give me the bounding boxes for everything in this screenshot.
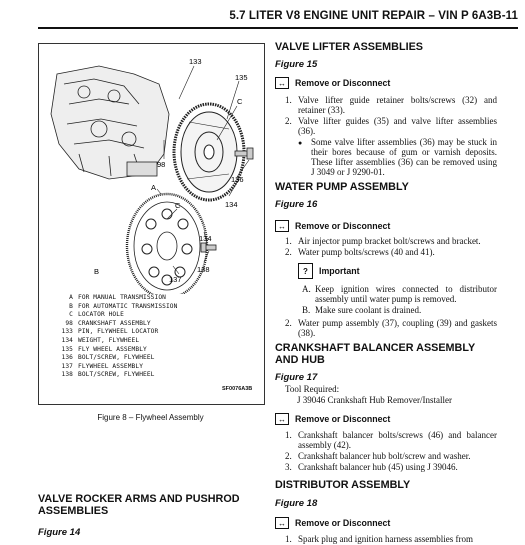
- figure-8-box: [38, 43, 265, 405]
- list-item: 2. Crankshaft balancer hub bolt/screw and washer.: [285, 451, 471, 461]
- legend-row: 135 FLY WHEEL ASSEMBLY: [61, 345, 147, 353]
- callout-133: 133: [189, 57, 202, 66]
- section-title-valve-lifter: VALVE LIFTER ASSEMBLIES: [275, 41, 423, 53]
- bullet-note: ● Some valve lifter assemblies (36) may be stuck in their bores because of gum or varnish deposits. These lifter assemblies (36) can be removed using J 3049 or J 9290-01.: [298, 137, 497, 177]
- important-callout: ? Important: [298, 263, 360, 279]
- section-title-distributor: DISTRIBUTOR ASSEMBLY: [275, 479, 411, 491]
- distributor-steps: [285, 534, 497, 545]
- section-title-water-pump: WATER PUMP ASSEMBLY: [275, 181, 409, 193]
- remove-disconnect-callout: ↔ Remove or Disconnect: [275, 77, 390, 89]
- legend-row: C LOCATOR HOLE: [69, 311, 124, 319]
- list-item: 1. Spark plug and ignition harness assemblies from: [285, 534, 473, 544]
- legend-row: 133 PIN, FLYWHEEL LOCATOR: [61, 328, 159, 336]
- legend-row: B FOR AUTOMATIC TRANSMISSION: [69, 302, 178, 310]
- legend-row: 134 WEIGHT, FLYWHEEL: [61, 336, 140, 344]
- page-header: 5.7 LITER V8 ENGINE UNIT REPAIR – VIN P 6A3B-11: [229, 10, 518, 22]
- section-title-crank-balancer: CRANKSHAFT BALANCER ASSEMBLY AND HUB: [275, 342, 475, 366]
- water-pump-steps: [285, 236, 497, 258]
- tool-required-label: Tool Required:: [285, 384, 340, 394]
- list-item: B. Make sure coolant is drained.: [302, 305, 422, 315]
- figure-caption: Figure 8 – Flywheel Assembly: [97, 413, 204, 422]
- legend-row: 98 CRANKSHAFT ASSEMBLY: [65, 319, 151, 327]
- section-title-rocker-arms: VALVE ROCKER ARMS AND PUSHROD ASSEMBLIES: [38, 493, 240, 517]
- remove-arrow-icon: ↔: [275, 413, 289, 425]
- legend-row: A FOR MANUAL TRANSMISSION: [69, 294, 166, 301]
- flywheel-drawing: [39, 44, 264, 294]
- remove-disconnect-callout: ↔ Remove or Disconnect: [275, 220, 390, 232]
- list-item: 1. Air injector pump bracket bolt/screws and bracket.: [285, 236, 481, 246]
- tool-name: J 39046 Crankshaft Hub Remover/Installer: [297, 395, 452, 405]
- list-item: 1. Crankshaft balancer bolts/screws (46) and balancer assembly (42).: [285, 430, 497, 450]
- callout-b: B: [94, 267, 100, 276]
- valve-lifter-steps: [285, 95, 497, 137]
- remove-arrow-icon: ↔: [275, 220, 289, 232]
- remove-disconnect-callout: ↔ Remove or Disconnect: [275, 517, 390, 529]
- figure-label-18: Figure 18: [275, 498, 318, 509]
- list-item: 2. Water pump assembly (37), coupling (39) and gaskets (38).: [285, 318, 497, 338]
- callout-c-top: C: [237, 97, 243, 106]
- callout-c-mid: C: [175, 201, 181, 210]
- legend-row: 137 FLYWHEEL ASSEMBLY: [61, 362, 144, 370]
- list-item: 1. Valve lifter guide retainer bolts/screws (32) and retainer (33).: [285, 95, 497, 115]
- callout-134-mid: 134: [199, 234, 212, 243]
- figure-legend: [51, 294, 177, 380]
- important-notes: [302, 284, 497, 316]
- legend-row: 136 BOLT/SCREW, FLYWHEEL: [61, 354, 155, 362]
- important-icon: ?: [298, 263, 313, 279]
- figure-label-15: Figure 15: [275, 59, 318, 70]
- crank-balancer-steps: [285, 430, 497, 473]
- callout-136: 136: [231, 175, 244, 184]
- bullet-dot-icon: ●: [298, 139, 303, 147]
- remove-disconnect-callout: ↔ Remove or Disconnect: [275, 413, 390, 425]
- callout-138: 138: [197, 265, 210, 274]
- callout-134-top: 134: [225, 200, 238, 209]
- callout-137: 137: [169, 275, 182, 284]
- figure-label-16: Figure 16: [275, 199, 318, 210]
- callout-135: 135: [235, 73, 248, 82]
- remove-arrow-icon: ↔: [275, 517, 289, 529]
- callout-a: A: [151, 183, 157, 192]
- remove-arrow-icon: ↔: [275, 77, 289, 89]
- header-rule: [38, 27, 518, 29]
- figure-code: SF0076A3B: [222, 386, 253, 392]
- list-item: 2. Valve lifter guides (35) and valve lifter assemblies (36).: [285, 116, 497, 136]
- legend-row: 138 BOLT/SCREW, FLYWHEEL: [61, 371, 155, 379]
- list-item: 2. Water pump bolts/screws (40 and 41).: [285, 247, 435, 257]
- figure-label-17: Figure 17: [275, 372, 318, 383]
- list-item: 3. Crankshaft balancer hub (45) using J 39046.: [285, 462, 458, 472]
- figure-label-14: Figure 14: [38, 527, 81, 538]
- water-pump-step-2: [285, 318, 497, 339]
- list-item: A. Keep ignition wires connected to distributor assembly until water pump is removed.: [302, 284, 497, 304]
- callout-98: 98: [157, 160, 166, 169]
